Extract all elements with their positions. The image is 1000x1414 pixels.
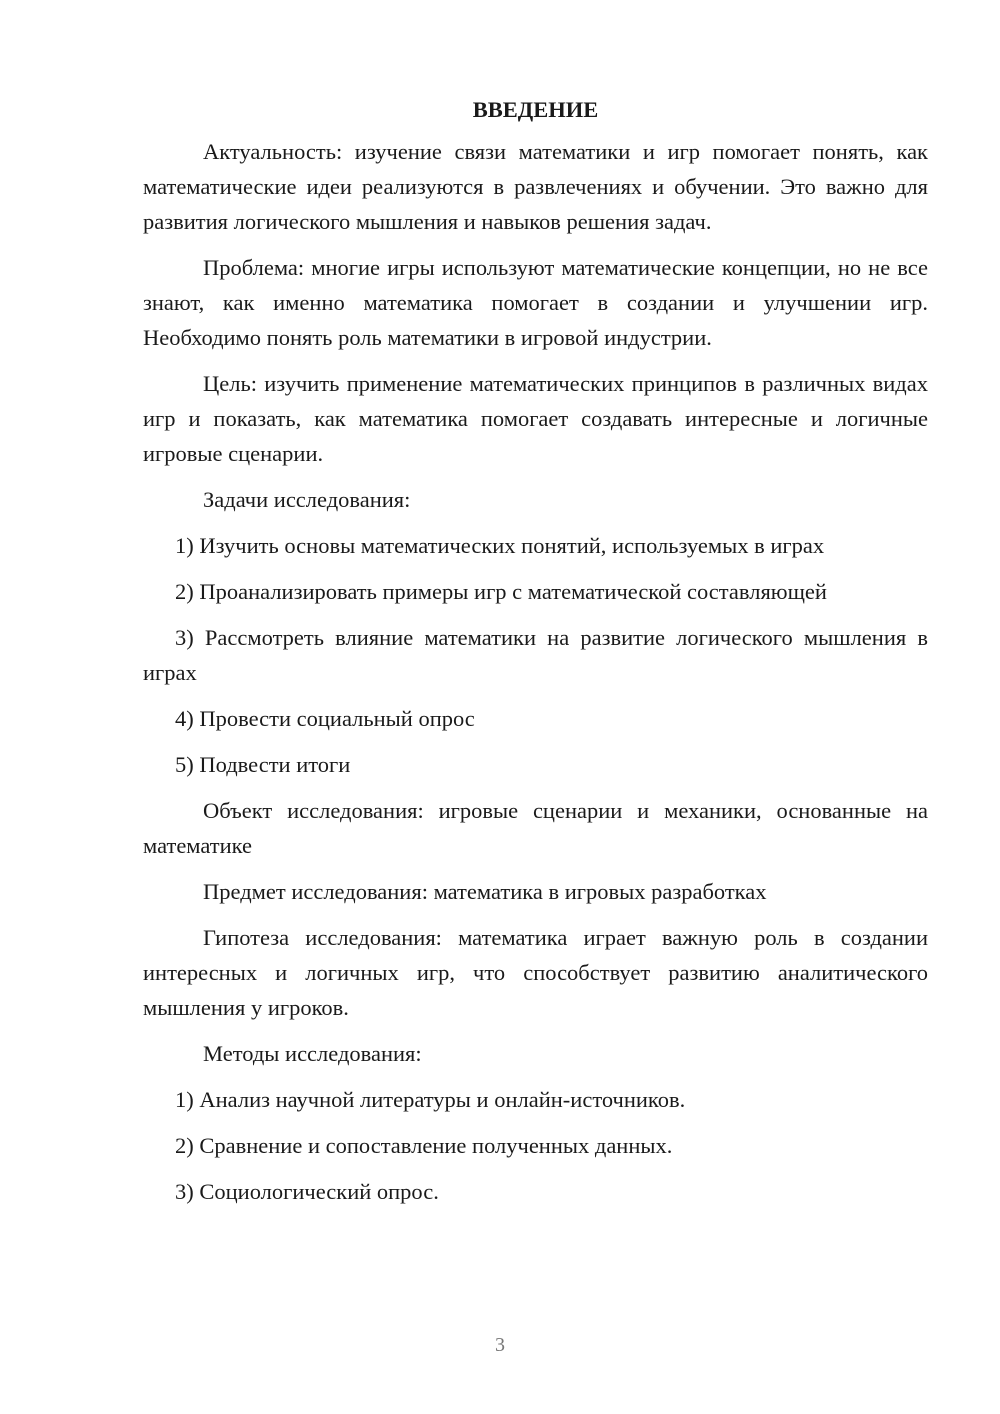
task-item: 5) Подвести итоги [175,752,351,777]
task-item: 3) Рассмотреть влияние математики на развитие логического мышления в играх [143,625,928,685]
page-number: 3 [495,1334,505,1356]
task-item: 1) Изучить основы математических понятий, используемых в играх [175,533,825,558]
tasks-title: Задачи исследования: [203,487,411,512]
goal-paragraph: Цель: изучить применение математических принципов в различных видах игр и показать, как математика помогает создавать интересные и логичные игровые сценарии. [143,371,928,466]
relevance-paragraph: Актуальность: изучение связи математики и игр помогает понять, как математические идеи реализуются в развлечениях и обучении. Это важно для развития логического мышления и навыков решения задач. [143,139,928,234]
task-item: 2) Проанализировать примеры игр с математической составляющей [175,579,827,604]
section-heading: ВВЕДЕНИЕ [472,97,599,122]
subject-paragraph: Предмет исследования: математика в игровых разработках [203,879,767,904]
problem-paragraph: Проблема: многие игры используют математические концепции, но не все знают, как именно математика помогает в создании и улучшении игр. Необходимо понять роль математики в игровой индустрии. [143,255,928,350]
hypothesis-paragraph: Гипотеза исследования: математика играет важную роль в создании интересных и логичных игр, что способствует развитию аналитического мышления у игроков. [143,925,928,1020]
task-item: 4) Провести социальный опрос [175,706,475,731]
method-item: 1) Анализ научной литературы и онлайн-источников. [175,1087,686,1112]
object-paragraph: Объект исследования: игровые сценарии и механики, основанные на математике [143,798,928,858]
page-content [143,94,928,1220]
method-item: 3) Социологический опрос. [175,1179,439,1204]
methods-title: Методы исследования: [203,1041,422,1066]
method-item: 2) Сравнение и сопоставление полученных данных. [175,1133,673,1158]
